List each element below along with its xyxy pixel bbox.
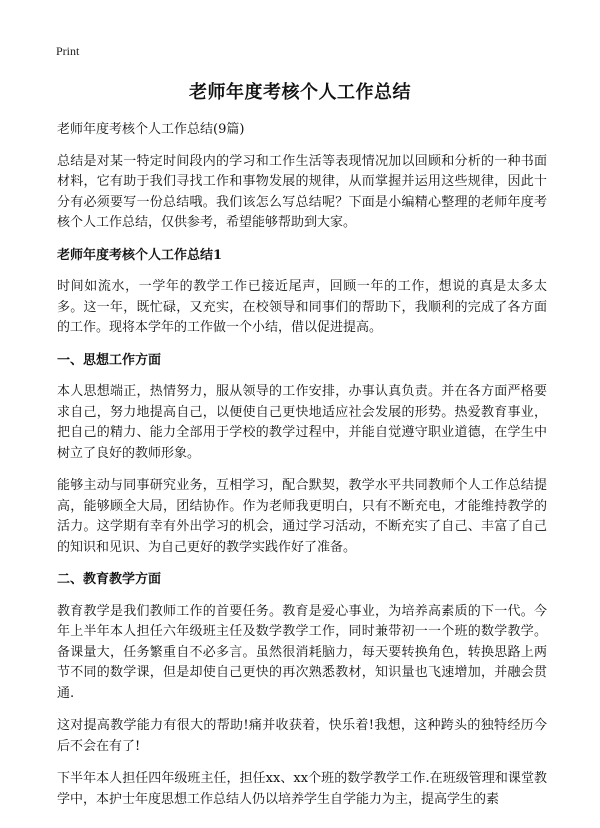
- page-title: 老师年度考核个人工作总结: [189, 82, 411, 103]
- paragraph-thought-2: 能够主动与同事研究业务，互相学习，配合默契，教学水平共同教师个人工作总结提高，能够顾全大局，团结协作。作为老师我更明白，只有不断充电，才能维持教学的活力。这学期有幸有外出学习的机会，通过学习活动，不断充实了自己、丰富了自己的知识和见识、为自己更好的教学实践作好了准备。: [57, 478, 547, 555]
- paragraph-thought-1: 本人思想端正，热情努力，服从领导的工作安排，办事认真负责。并在各方面严格要求自己，努力地提高自己，以便使自己更快地适应社会发展的形势。热爱教育事业，把自己的精力、能力全部用于学校的教学过程中，并能自觉遵守职业道德，在学生中树立了良好的教师形象。: [57, 384, 547, 461]
- paragraph-teaching-2: 这对提高教学能力有很大的帮助!痛并收获着，快乐着!我想，这种跨头的独特经历今后不会在有了!: [57, 718, 547, 754]
- section-paragraph: 时间如流水，一学年的教学工作已接近尾声，回顾一年的工作，想说的真是太多太多。这一年，既忙碌，又充实，在校领导和同事们的帮助下，我顺利的完成了各方面的工作。现将本学年的工作做一个小结，借以促进提高。: [57, 279, 547, 335]
- paragraph-teaching-3: 下半年本人担任四年级班主任，担任xx、xx个班的数学教学工作.在班级管理和课堂教学中，本护士年度思想工作总结人仍以培养学生自学能力为主，提高学生的素: [57, 771, 547, 807]
- print-link[interactable]: Print: [56, 44, 80, 58]
- section-heading: 老师年度考核个人工作总结1: [57, 247, 223, 263]
- paragraph-teaching-1: 教育教学是我们教师工作的首要任务。教育是爱心事业，为培养高素质的下一代。今年上半年本人担任六年级班主任及数学教学工作，同时兼带初一一个班的数学教学。备课量大，任务繁重自不必多言。虽然很消耗脑力，每天要转换角色，转换思路上两节不同的数学课，但是却使自己更快的再次熟悉教材，知识量也飞速增加，并融会贯通.: [57, 603, 547, 701]
- subsection-heading-teaching: 二、教育教学方面: [57, 572, 162, 587]
- document-body: [57, 120, 547, 822]
- document-subtitle: 老师年度考核个人工作总结(9篇): [57, 122, 245, 137]
- intro-paragraph: 总结是对某一特定时间段内的学习和工作生活等表现情况加以回顾和分析的一种书面材料，它有助于我们寻找工作和事物发展的规律，从而掌握并运用这些规律，因此十分有必须要写一份总结哦。我们该怎么写总结呢？下面是小编精心整理的老师年度考核个人工作总结，仅供参考，希望能够帮助到大家。: [57, 153, 547, 230]
- subsection-heading-thought: 一、思想工作方面: [57, 352, 162, 368]
